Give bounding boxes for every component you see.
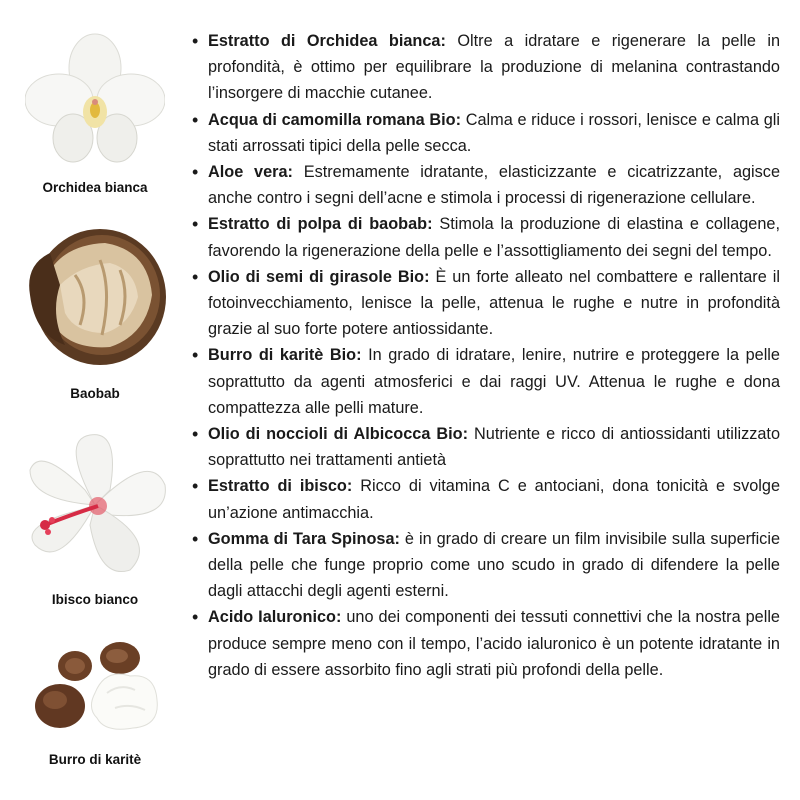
ingredient-description: è in grado di creare un film invisibile sulla superficie della pelle che funge proprio come uno scudo in grado di difendere la pelle dagli attacchi degli agenti esterni. — [208, 529, 780, 601]
ingredient-description: In grado di idratare, lenire, nutrire e proteggere la pelle soprattutto da agenti atmosferici e dai raggi UV. Attenua le rughe e dona compattezza alle pelli mature. — [208, 346, 780, 417]
ingredient-term: Olio di noccioli di Albicocca Bio: — [208, 425, 469, 444]
white-orchid-image — [0, 30, 190, 170]
shea-caption: Burro di karitè — [48, 752, 142, 767]
ingredient-term: Acido Ialuronico: — [208, 608, 342, 627]
list-item — [192, 342, 780, 421]
ingredient-description: Stimola la produzione di elastina e collagene, favorendo la rigenerazione della pelle e l’assottigliamento dei segni del tempo. — [208, 215, 780, 260]
ingredient-term: Olio di semi di girasole Bio: — [208, 267, 430, 286]
list-item — [192, 473, 780, 525]
orchid-caption: Orchidea bianca — [42, 180, 148, 195]
ingredient-term: Gomma di Tara Spinosa: — [208, 529, 400, 548]
list-item — [192, 526, 780, 605]
ingredient-description: È un forte alleato nel combattere e rallentare il fotoinvecchiamento, lenisce la pelle, attenua le rughe e nutre in profondità grazie al suo forte potere antiossidante. — [208, 267, 780, 339]
list-item — [192, 421, 780, 473]
list-item — [192, 264, 780, 343]
ingredient-description: Nutriente e ricco di antiossidanti utilizzato soprattutto nei trattamenti antietà — [208, 425, 781, 470]
baobab-fruit-image — [0, 225, 190, 370]
list-item — [192, 107, 780, 159]
baobab-caption: Baobab — [70, 386, 120, 401]
ingredient-images-column — [0, 0, 190, 800]
ingredient-description: Ricco di vitamina C e antociani, dona tonicità e svolge un’azione antimacchia. — [208, 477, 780, 522]
ingredient-term: Estratto di polpa di baobab: — [208, 215, 433, 234]
ingredient-term: Burro di karitè Bio: — [208, 346, 362, 365]
ingredient-description: uno dei componenti dei tessuti connettivi che la nostra pelle produce sempre meno con il tempo, l’acido ialuronico è un potente idratante in grado di essere assorbito fino agli strati più profondi della pelle. — [208, 608, 780, 679]
list-item — [192, 159, 780, 211]
list-item — [192, 211, 780, 263]
shea-butter-image — [0, 638, 190, 738]
ingredient-term: Estratto di Orchidea bianca: — [208, 32, 446, 50]
ingredients-list — [192, 28, 780, 683]
ingredient-description: Calma e riduce i rossori, lenisce e calma gli stati arrossati tipici della pelle secca. — [208, 110, 781, 155]
white-hibiscus-image — [0, 430, 190, 580]
ingredient-description: Estremamente idratante, elasticizzante e cicatrizzante, agisce anche contro i segni dell’acne e stimola i processi di rigenerazione cellulare. — [208, 163, 781, 208]
ingredient-term: Acqua di camomilla romana Bio: — [208, 110, 462, 129]
ingredient-description: Oltre a idratare e rigenerare la pelle in profondità, è ottimo per equilibrare la produzione di melanina contrastando l’insorgere di macchie cutanee. — [208, 32, 781, 103]
ingredient-term: Aloe vera: — [208, 163, 293, 182]
hibiscus-caption: Ibisco bianco — [51, 592, 139, 607]
list-item — [192, 28, 780, 107]
ingredient-term: Estratto di ibisco: — [208, 477, 353, 496]
list-item — [192, 604, 780, 683]
